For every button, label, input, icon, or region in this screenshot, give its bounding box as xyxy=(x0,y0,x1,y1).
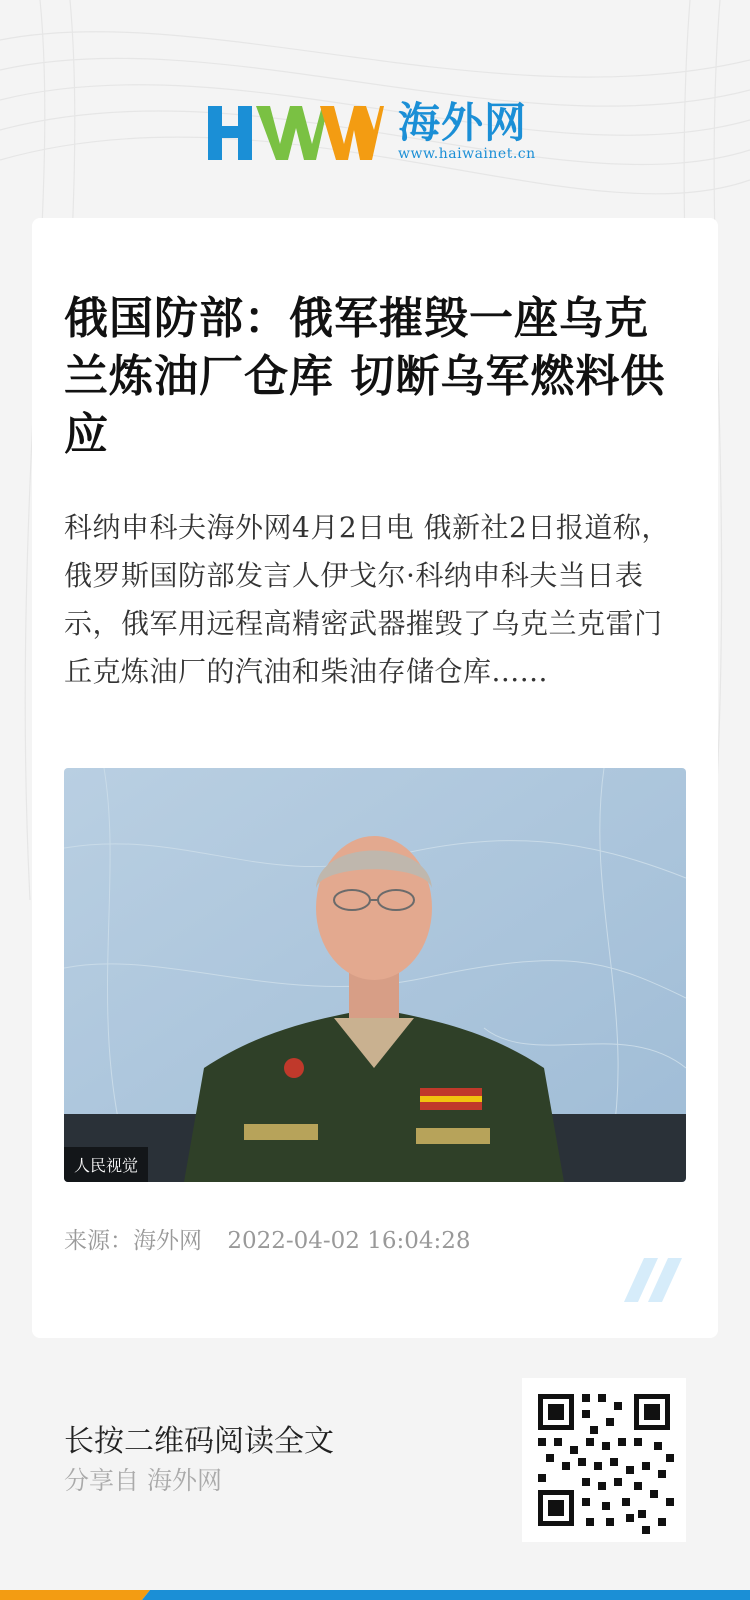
share-cta xyxy=(64,1422,334,1500)
hww-logo-icon xyxy=(208,100,384,164)
timestamp: 2022-04-02 16:04:28 xyxy=(227,1228,471,1254)
bottom-accent-bar xyxy=(0,1590,750,1600)
photo-image xyxy=(64,768,686,1182)
share-bar xyxy=(0,1338,750,1600)
article-card xyxy=(32,218,718,1338)
article-meta xyxy=(64,1222,489,1255)
logo-url: www.haiwainet.cn xyxy=(398,146,536,162)
photo-caption: 人民视觉 xyxy=(64,1147,148,1182)
source-label: 来源：海外网 xyxy=(64,1228,202,1254)
qr-code-image xyxy=(522,1378,686,1542)
qr-code-icon[interactable] xyxy=(522,1378,686,1542)
share-text: 分享自 海外网 xyxy=(64,1466,222,1495)
article-summary: 科纳申科夫海外网4月2日电 俄新社2日报道称，俄罗斯国防部发言人伊戈尔·科纳申科夫当日表示，俄军用远程高精密武器摧毁了乌克兰克雷门丘克炼油厂的汽油和柴油存储仓库...... xyxy=(64,511,670,688)
article-title: 俄国防部：俄军摧毁一座乌克兰炼油厂仓库 切断乌军燃料供应 xyxy=(64,293,666,460)
logo-name: 海外网 xyxy=(398,98,528,147)
site-logo xyxy=(208,100,538,168)
article-photo xyxy=(64,768,686,1182)
slash-deco-icon xyxy=(624,1258,684,1302)
cta-text: 长按二维码阅读全文 xyxy=(64,1424,334,1459)
